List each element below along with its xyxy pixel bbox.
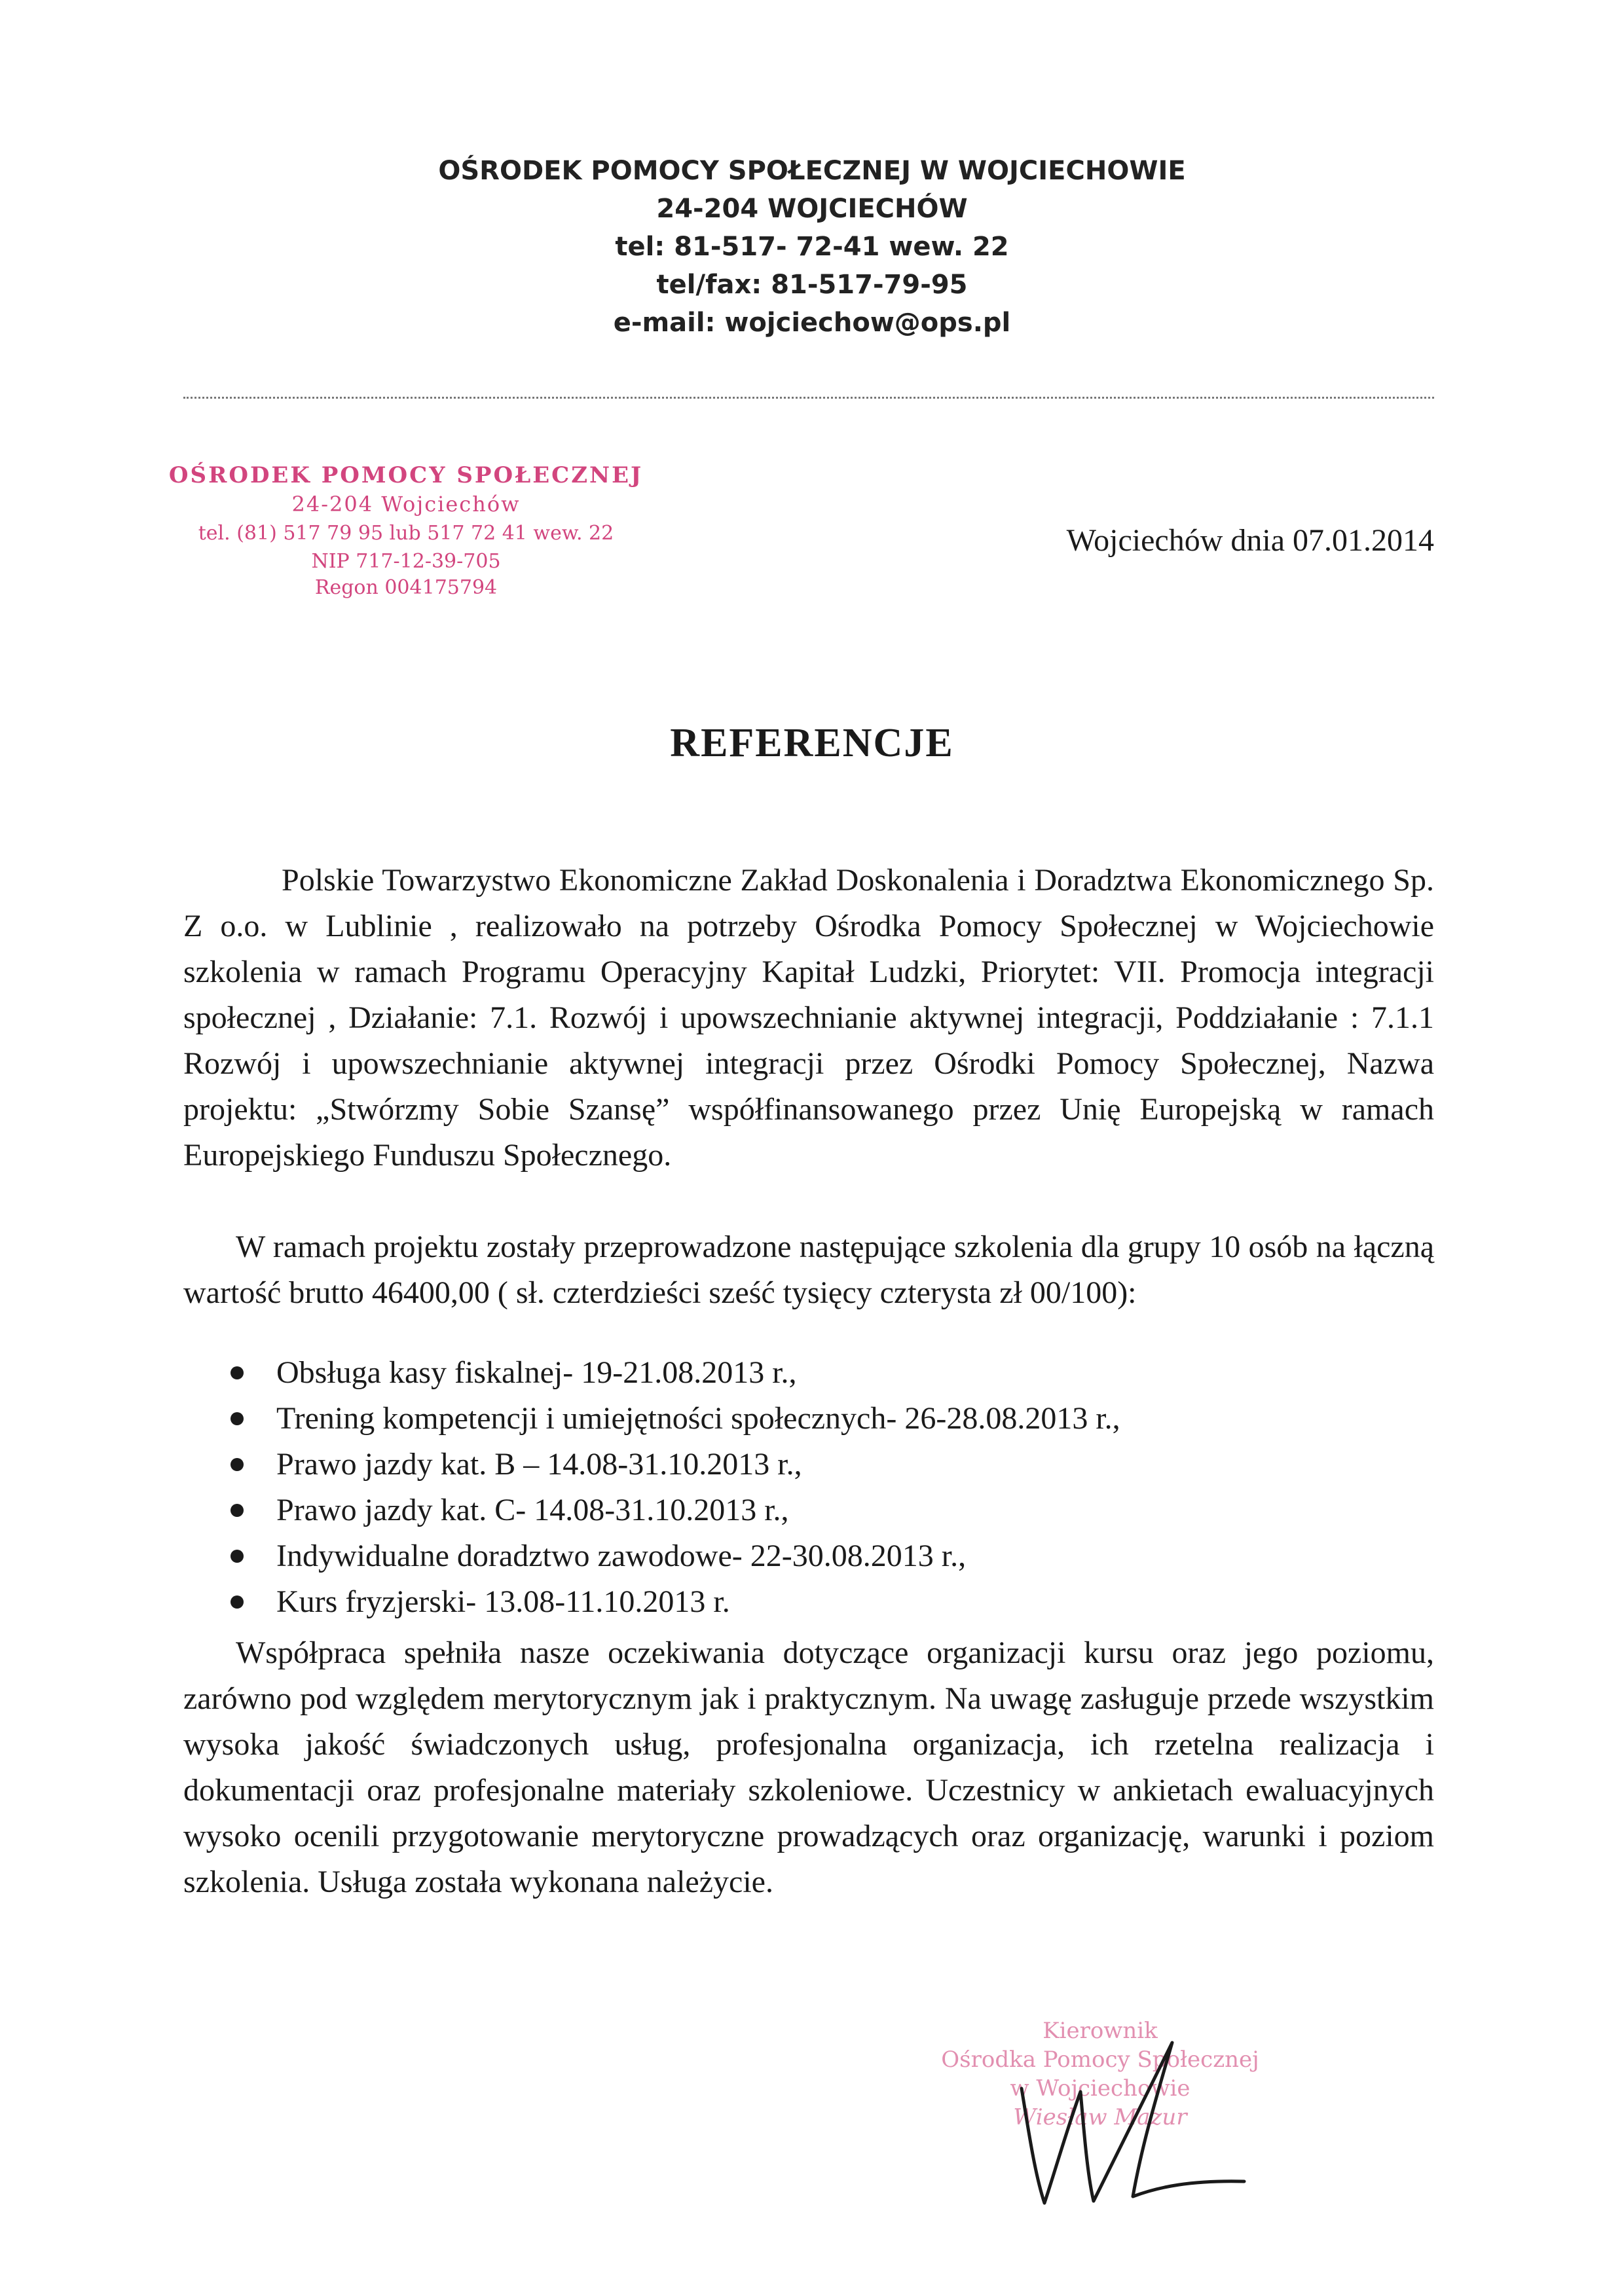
course-label: Trening kompetencji i umiejętności społecznych- 26-28.08.2013 r., (276, 1401, 1120, 1436)
sigstamp-role: Kierownik (1043, 2018, 1158, 2044)
list-item (223, 1533, 1434, 1579)
stamp-name: OŚRODEK POMOCY SPOŁECZNEJ (168, 462, 644, 488)
list-item (223, 1579, 1434, 1625)
letterhead (0, 152, 1624, 342)
document-date: Wojciechów dnia 07.01.2014 (1066, 523, 1434, 558)
list-item (223, 1487, 1434, 1533)
course-label: Kurs fryzjerski- 13.08-11.10.2013 r. (276, 1584, 730, 1619)
handwritten-signature-icon (1008, 2030, 1257, 2226)
paragraph-intro: Polskie Towarzystwo Ekonomiczne Zakład Doskonalenia i Doradztwa Ekonomicznego Sp. Z o.o. w Lublinie , realizowało na potrzeby Ośrodka Pomocy Społecznej w Wojciechowie szkolenia w ramach Programu Operacyjny Kapitał Ludzki, Priorytet: VII. Promocja integracji społecznej , Działanie: 7.1. Rozwój i upowszechnianie aktywnej integracji, Poddziałanie : 7.1.1 Rozwój i upowszechnianie aktywnej integracji przez Ośrodki Pomocy Społecznej, Nazwa projektu: „Stwórzmy Sobie Szansę” współfinansowanego przez Unię Europejską w ramach Europejskiego Funduszu Społecznego. (183, 863, 1434, 1173)
letterhead-divider (183, 397, 1434, 399)
course-list (223, 1350, 1434, 1625)
course-label: Obsługa kasy fiskalnej- 19-21.08.2013 r., (276, 1355, 797, 1390)
bullet-icon (231, 1458, 244, 1471)
stamp-postal: 24-204 Wojciechów (291, 492, 521, 517)
institution-stamp (164, 461, 648, 601)
letterhead-email: e-mail: wojciechow@ops.pl (613, 308, 1011, 338)
letterhead-postal: 24-204 WOJCIECHÓW (656, 194, 968, 224)
course-label: Prawo jazdy kat. C- 14.08-31.10.2013 r., (276, 1493, 789, 1527)
letterhead-fax: tel/fax: 81-517-79-95 (656, 270, 968, 300)
bullet-icon (231, 1550, 244, 1563)
document-title: REFERENCJE (670, 721, 954, 765)
stamp-nip: NIP 717-12-39-705 (311, 550, 501, 573)
list-item (223, 1442, 1434, 1487)
list-item (223, 1396, 1434, 1442)
sigstamp-person: Wiesław Mazur (1013, 2104, 1187, 2130)
course-label: Indywidualne doradztwo zawodowe- 22-30.08.2013 r., (276, 1539, 967, 1573)
bullet-icon (231, 1412, 244, 1425)
letterhead-name: OŚRODEK POMOCY SPOŁECZNEJ W WOJCIECHOWIE (438, 156, 1186, 186)
sigstamp-institution: Ośrodka Pomocy Społecznej (941, 2047, 1259, 2073)
paragraph-trainings: W ramach projektu zostały przeprowadzone następujące szkolenia dla grupy 10 osób na łączną wartość brutto 46400,00 ( sł. czterdzieści sześć tysięcy czterysta zł 00/100): (183, 1230, 1434, 1310)
list-item (223, 1350, 1434, 1396)
stamp-regon: Regon 004175794 (314, 576, 498, 599)
bullet-icon (231, 1504, 244, 1517)
paragraph-evaluation: Współpraca spełniła nasze oczekiwania dotyczące organizacji kursu oraz jego poziomu, zarówno pod względem merytorycznym jak i praktycznym. Na uwagę zasługuje przede wszystkim wysoka jakość świadczonych usług, profesjonalna organizacja, ich rzetelna realizacja i dokumentacji oraz profesjonalne materiały szkoleniowe. Uczestnicy w ankietach ewaluacyjnych wysoko ocenili przygotowanie merytoryczne prowadzących oraz organizację, warunki i poziom szkolenia. Usługa została wykonana należycie. (183, 1635, 1434, 1899)
course-label: Prawo jazdy kat. B – 14.08-31.10.2013 r., (276, 1447, 802, 1482)
letterhead-tel: tel: 81-517- 72-41 wew. 22 (615, 232, 1009, 262)
bullet-icon (231, 1366, 244, 1379)
stamp-phone: tel. (81) 517 79 95 lub 517 72 41 wew. 22 (198, 522, 614, 545)
sigstamp-place: w Wojciechowie (1010, 2075, 1190, 2102)
bullet-icon (231, 1595, 244, 1609)
